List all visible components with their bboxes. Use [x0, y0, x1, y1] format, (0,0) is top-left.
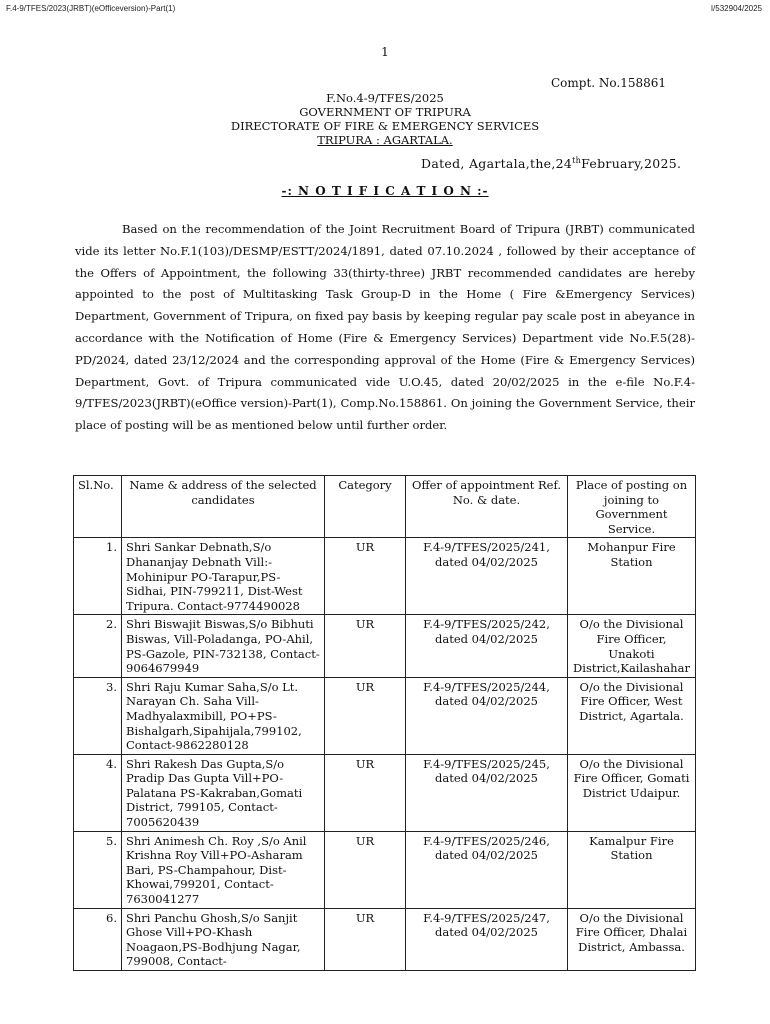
table-header-row	[74, 476, 696, 538]
row-category: UR	[325, 677, 406, 754]
row-posting: O/o the Divisional Fire Officer, Unakoti District,Kailashahar	[568, 615, 696, 677]
file-number: F.No.4-9/TFES/2025	[326, 91, 444, 105]
location	[0, 133, 770, 147]
row-sl: 1.	[74, 538, 122, 615]
notification-title: -: N O T I F I C A T I O N :-	[281, 184, 489, 198]
row-sl: 4.	[74, 754, 122, 831]
header-category: Category	[325, 476, 406, 538]
table-row	[74, 615, 696, 677]
row-offer: F.4-9/TFES/2025/245, dated 04/02/2025	[406, 754, 568, 831]
row-offer: F.4-9/TFES/2025/242, dated 04/02/2025	[406, 615, 568, 677]
date-prefix: Dated, Agartala,the,24	[421, 156, 573, 172]
notification-paragraph: Based on the recommendation of the Joint Recruitment Board of Tripura (JRBT) communicated vide its letter No.F.1(103)/DESMP/ESTT/2024/1891, dated 07.10.2024 , followed by their acceptance of the Offers of Appointment, the following 33(thirty-three) JRBT recommended candidates are hereby appointed to the post of Multitasking Task Group-D in the Home ( Fire &Emergency Services) Department, Government of Tripura, on fixed pay basis by keeping regular pay scale post in abeyance in accordance with the Notification of Home (Fire & Emergency Services) Department vide No.F.5(28)-PD/2024, dated 23/12/2024 and the corresponding approval of the Home (Fire & Emergency Services) Department, Govt. of Tripura communicated vide U.O.45, dated 20/02/2025 in the e-file No.F.4-9/TFES/2023(JRBT)(eOffice version)-Part(1), Comp.No.158861. On joining the Government Service, their place of posting will be as mentioned below until further order.	[75, 222, 695, 433]
row-posting: O/o the Divisional Fire Officer, Gomati District Udaipur.	[568, 754, 696, 831]
row-offer: F.4-9/TFES/2025/244, dated 04/02/2025	[406, 677, 568, 754]
row-category: UR	[325, 908, 406, 970]
header-posting: Place of posting on joining to Government Service.	[568, 476, 696, 538]
row-posting: O/o the Divisional Fire Officer, West District, Agartala.	[568, 677, 696, 754]
row-offer: F.4-9/TFES/2025/246, dated 04/02/2025	[406, 831, 568, 908]
row-sl: 2.	[74, 615, 122, 677]
date-month-year: February,2025.	[581, 156, 682, 172]
row-category: UR	[325, 538, 406, 615]
document-ref-header: F.4-9/TFES/2023(JRBT)(eOfficeversion)-Part(1)	[6, 4, 176, 13]
table-row	[74, 754, 696, 831]
receipt-number-header: I/532904/2025	[710, 4, 762, 13]
row-name: Shri Rakesh Das Gupta,S/o Pradip Das Gupta Vill+PO-Palatana PS-Kakraban,Gomati District, 799105, Contact-7005620439	[122, 754, 325, 831]
row-posting: O/o the Divisional Fire Officer, Dhalai District, Ambassa.	[568, 908, 696, 970]
directorate-name: DIRECTORATE OF FIRE & EMERGENCY SERVICES	[230, 119, 540, 133]
row-name: Shri Raju Kumar Saha,S/o Lt. Narayan Ch. Saha Vill-Madhyalaxmibill, PO+PS-Bishalgarh,Sipahijala,799102, Contact-9862280128	[122, 677, 325, 754]
row-posting: Mohanpur Fire Station	[568, 538, 696, 615]
row-category: UR	[325, 831, 406, 908]
compt-number: Compt. No.158861	[551, 76, 667, 90]
table-row	[74, 538, 696, 615]
header-name: Name & address of the selected candidates	[122, 476, 325, 538]
appointment-table	[73, 475, 696, 971]
table-row	[74, 677, 696, 754]
row-sl: 3.	[74, 677, 122, 754]
location-text: TRIPURA : AGARTALA.	[317, 133, 453, 147]
letterhead	[0, 91, 770, 147]
government-name: GOVERNMENT OF TRIPURA	[299, 105, 471, 119]
page-number: 1	[381, 45, 389, 59]
row-name: Shri Animesh Ch. Roy ,S/o Anil Krishna Roy Vill+PO-Asharam Bari, PS-Champahour, Dist-Khowai,799201, Contact-7630041277	[122, 831, 325, 908]
row-name: Shri Panchu Ghosh,S/o Sanjit Ghose Vill+PO-Khash Noagaon,PS-Bodhjung Nagar, 799008, Contact-	[122, 908, 325, 970]
row-posting: Kamalpur Fire Station	[568, 831, 696, 908]
row-name: Shri Sankar Debnath,S/o Dhananjay Debnath Vill:-Mohinipur PO-Tarapur,PS-Sidhai, PIN-799211, Dist-West Tripura. Contact-9774490028	[122, 538, 325, 615]
row-offer: F.4-9/TFES/2025/241, dated 04/02/2025	[406, 538, 568, 615]
row-category: UR	[325, 615, 406, 677]
date-line	[421, 156, 681, 171]
table-row	[74, 908, 696, 970]
header-offer: Offer of appointment Ref. No. & date.	[406, 476, 568, 538]
table-row	[74, 831, 696, 908]
row-category: UR	[325, 754, 406, 831]
row-offer: F.4-9/TFES/2025/247, dated 04/02/2025	[406, 908, 568, 970]
row-sl: 6.	[74, 908, 122, 970]
row-name: Shri Biswajit Biswas,S/o Bibhuti Biswas, Vill-Poladanga, PO-Ahil, PS-Gazole, PIN-732138, Contact-9064679949	[122, 615, 325, 677]
header-sl: Sl.No.	[74, 476, 122, 538]
row-sl: 5.	[74, 831, 122, 908]
date-suffix-sup: th	[572, 156, 582, 165]
